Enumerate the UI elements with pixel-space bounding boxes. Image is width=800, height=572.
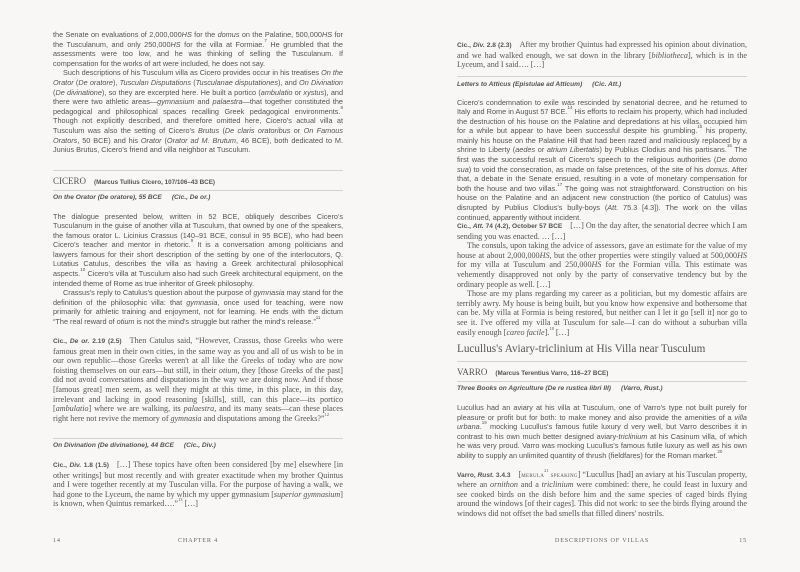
italic-text: ambulatio — [260, 87, 293, 97]
footnote-marker: 21 — [544, 467, 549, 473]
author-name: VARRO — [457, 367, 488, 377]
work-abbreviation: (Cic. Att.) — [592, 80, 622, 88]
italic-text: palaestra — [183, 404, 215, 414]
citation-label: Cic., Div. 2.8 (2.3) — [457, 42, 512, 49]
italic-text: aedes — [515, 145, 536, 155]
footnote-marker: 14 — [567, 105, 573, 111]
italic-text: HS — [170, 39, 181, 49]
work-heading — [457, 384, 747, 393]
italic-text: De divinatione — [55, 87, 102, 97]
commentary — [457, 403, 747, 461]
italic-text: De oratore — [78, 77, 113, 87]
footnote-marker: 13 — [177, 497, 183, 503]
work-title: On the Orator (De oratore), 55 BCE — [53, 194, 162, 201]
quotation — [53, 336, 343, 423]
commentary — [457, 98, 747, 223]
italic-text: De domo sua — [457, 155, 747, 174]
paragraph: The dialogue presented below, written in 52 BCE, obliquely describes Cicero's Tusculanum in the guise of another villa at Tusculum, that owned by one of the speakers, the famous orator L. Licinius Crassus (140–91 BCE, consul in 95 BCE), who had been Cicero's teacher and mentor in rhetoric.$^9$ It is a conversation among politicians and lawyers famous for their short description of the setting by one of the interlocutors, Q. Lutatius Catulus, describes the villa as having a Greek architectural philosophical aspects.$^{10}$ Cicero's villa at Tusculum also had such Greek architectural equipment, on the intended theme of Rome as true inheritor of Greek philosophy. — [53, 211, 343, 288]
italic-text: atrium Libertatis — [546, 145, 600, 155]
paragraph: Lucullus had an aviary at his villa at Tusculum, one of Varro's type not built purely for pleasure or profit but for both: to make money and also provide the amenities of a villa urbana.$^{19}$ mocking Lucullus's famous futile luxury d very well, but Varro describes it in contrast to his own much better designed aviary-triclinium at his Casinum villa, of which he was very proud. Varro was mocking Lucullus's famous futile luxury as well as his own ability to supply an unlimited quantity of thrush (fieldfares) for the Roman market.$^{20}$ — [457, 403, 747, 460]
italic-text: Rust. — [477, 471, 495, 479]
divider — [457, 381, 747, 382]
footnote-marker: 15 — [697, 124, 703, 130]
citation-label: Varro, Rust. 3.4.3 — [457, 471, 511, 479]
work-heading — [457, 80, 747, 89]
italic-text: Brutus — [198, 125, 220, 135]
italic-text: otium — [218, 365, 238, 375]
italic-text: Att. — [472, 223, 484, 230]
running-head-right: DESCRIPTIONS OF VILLAS — [554, 537, 650, 544]
divider — [457, 361, 747, 362]
work-title: On Divination (De divinatione), 44 BCE — [53, 442, 174, 449]
italic-text: domus — [217, 30, 240, 39]
footnote-marker: 18 — [549, 325, 554, 331]
footnote-marker: 20 — [717, 448, 723, 454]
footnote-marker: 12 — [324, 411, 330, 417]
italic-text: domus — [705, 164, 728, 174]
italic-text: otium — [116, 317, 135, 327]
author-dates: (Marcus Tullius Cicero, 107/106–43 BCE) — [94, 179, 215, 186]
paragraph: Cicero's condemnation to exile was rescinded by senatorial decree, and he returned to Italy and Rome in August 57 BCE.$^{14}$ His efforts to reclaim his property, which had included the destruction of his house on the Palatine and depredations at his villas, occupied him for a while but appear to have been successful despite his grumbling.$^{15}$ his property, mainly his house on the Palatine Hill that had been razed and maliciously replaced by a shrine to Liberty (aedes or atrium Libertatis) by Publius Clodius and his partisans.$^{16}$ The first was the successful result of Cicero's speech to the religious authorities (De domo sua) to void the consecration, as made on false pretences, of the site of his domus. After that, a debate in the Senate ensued, resulting in a vote of monetary compensation for both the house and two villas.$^{17}$ The going was not straightforward. Construction on his house on the Palatine and an adjacent new construction (the portico of Catulus) was disrupted by Publius Clodius's bully-boys (Att. 75.3 [4.3]). The work on the villas continued, apparently without incident. — [457, 97, 748, 222]
footnote-marker: 19 — [481, 420, 487, 426]
commentary — [53, 212, 343, 327]
running-head-left: CHAPTER 4 — [177, 537, 219, 544]
quotation — [457, 467, 747, 519]
italic-text: gymnasium — [157, 97, 195, 107]
italic-text: HS — [591, 260, 602, 270]
quotation-text: […] These topics have often been considered [by me] elsewhere [in other writings] but most recently and with greater exactitude when my brother Quintus and I were together recently at my Tusculan villa. For the purpose of having a walk, we had gone to the Lyceum, the name by which my upper gymnasium [superior gymnasium] is known, when Quintus remarked….”$^{13}$ […] — [53, 460, 343, 509]
quotation-paragraph: The consuls, upon taking the advice of assessors, gave an estimate for the value of my house at about 2,000,000HS, but the other properties were stingily valued at 500,000HS for my villa at Tusculum and 250,000HS for the Formian villa. This estimate was vehemently disapproved not only by the party of conservative tendency but by the ordinary people as well. […] — [457, 241, 748, 289]
italic-text: HS — [181, 30, 192, 39]
divider — [53, 438, 343, 439]
footnote-marker: 8 — [340, 104, 343, 110]
italic-text: palaestra — [212, 97, 243, 107]
italic-text: bibliotheca — [651, 50, 688, 60]
italic-text: villa urbana — [457, 412, 747, 432]
divider — [53, 190, 343, 191]
italic-text: Div. — [69, 462, 82, 469]
italic-text: Orator — [140, 135, 162, 145]
quotation-text: Then Catulus said, “However, Crassus, those Greeks who were famous great men in their own cities, in the same way as you and all of us wish to be in our own republic—those Greeks weren't at all like the Greeks of today who are now foisting themselves on our ears—but still, in their otium, they [those Greeks of the past] did not avoid conversations and disputations in the way we are doing now. And if those [famous great] men seem, as well they might at this time, in this place, in this day, irrelevant and lacking in good reasoning [skills], still, can this place—its portico [ambulatio] where we are walking, its palaestra, and its many seats—can these places right here not revive the memory of gymnasia and disputations among the Greeks?”$^{12}$ — [53, 336, 344, 423]
italic-text: ornithon — [490, 480, 518, 490]
quotation — [457, 221, 747, 337]
divider — [53, 170, 343, 171]
work-abbreviation: (Cic., De or.) — [171, 194, 211, 201]
italic-text: gymnasia — [170, 413, 202, 423]
work-abbreviation: (Varro, Rust.) — [621, 385, 663, 392]
citation-label: Cic., Div. 1.8 (1.5) — [53, 462, 109, 469]
italic-text: HS — [539, 250, 550, 260]
work-title: Letters to Atticus (Epistulae ad Atticum) — [457, 80, 583, 88]
footnote-marker: 16 — [726, 143, 732, 149]
italic-text: On Divination — [299, 77, 343, 87]
footnote-marker: 7 — [264, 37, 267, 43]
citation-label: Cic., De or. 2.19 (2.5) — [53, 338, 122, 345]
author-name: CICERO — [53, 176, 87, 186]
small-caps-text: merula — [521, 470, 545, 479]
quotation — [53, 460, 343, 509]
italic-text: Tusculanae disputationes — [195, 77, 279, 87]
paragraph: the Senate on evaluations of 2,000,000HS for the domus on the Palatine, 500,000HS for the Tusculanum, and only 250,000HS for the villa at Formiae.$^7$ He grumbled that the assessments were too low, and he was thinking of selling the Tusculanum. If compensation for the works of art were included, he does not say. — [53, 30, 343, 68]
footnote-marker: 10 — [80, 267, 86, 273]
page-number-left: 14 — [53, 537, 61, 544]
italic-text: Orator ad M. Brutum — [166, 135, 236, 145]
paragraph: Such descriptions of his Tusculum villa as Cicero provides occur in his treatises On the Orator (De oratore), Tusculan Disputations (Tusculanae disputationes), and On Divination (De divinatione), so they are excerpted here. He built a portico (ambulatio or xystus), and there were two athletic areas—gymnasium and palaestra—that together constituted the pedagogical and philosophical spaces recalling Greek pedagogical environments.$^8$ Though not explicitly described, and therefore omitted here, Cicero's actual villa at Tusculum was also the setting of Cicero's Brutus (De claris oratoribus or On Famous Orators, 50 BCE) and his Orator (Orator ad M. Brutum, 46 BCE), both dedicated to M. Junius Brutus, Cicero's friend and villa neighbor at Tusculum. — [53, 68, 344, 155]
quotation-paragraph: Those are my plans regarding my career as a politician, but my domestic affairs are terribly awry. My house is being built, but you know how expensive and bothersome that can be. My villa at Formia is being restored, but neither can I let it go [sell it] nor go to see it. I've offered my villa at Tusculum for sale—I can do without a suburban villa easily enough [careo facile].$^{18}$ […] — [457, 289, 747, 337]
italic-text: triclinium — [541, 480, 574, 490]
quotation-text: [merula$^{21}$ speaking] “Lucullus [had] an aviary at his Tusculan property, where an ornithon and a triclinium were combined: there, he could feast in luxury and see cooked birds on the dish before him and the same species of caged birds flying around the windows [of their cages]. This did not work: to see the birds flying around the windows did not offset the bad smells that filled diners' nostrils. — [457, 467, 747, 518]
work-title: Three Books on Agriculture (De re rustica libri III) — [457, 385, 612, 392]
italic-text: On the Orator — [53, 68, 343, 87]
paragraph: Crassus's reply to Catulus's question about the purpose of gymnasia may stand for the definition of the philosophic villa: that gymnasia, once used for teaching, were now primarily for athletic training and enjoyment, not for learning. He ends with the dictum “The real reward of otium is not the mind's struggle but rather the mind's release.”$^{11}$ — [53, 288, 344, 327]
italic-text: gymnasia — [186, 297, 218, 307]
italic-text: Tusculan Disputations — [119, 77, 192, 87]
footnote-marker: 9 — [190, 238, 194, 244]
quotation — [457, 40, 747, 70]
italic-text: careo facile — [506, 327, 545, 337]
intro-text — [53, 30, 343, 155]
divider — [457, 76, 747, 77]
footnote-marker: 11 — [315, 315, 321, 321]
italic-text: De claris oratoribus — [224, 125, 291, 135]
work-abbreviation: (Cic., Div.) — [183, 442, 216, 449]
italic-text: xystus — [303, 87, 325, 97]
italic-text: On Famous Orators — [53, 125, 344, 145]
author-heading — [457, 367, 747, 379]
footnote-marker: 17 — [557, 181, 563, 187]
author-heading — [53, 176, 343, 188]
author-dates: (Marcus Terentius Varro, 116–27 BCE) — [495, 370, 609, 377]
section-heading: Lucullus's Aviary-triclinium at His Villa near Tusculum — [457, 343, 706, 355]
work-heading — [53, 441, 343, 450]
italic-text: Div. — [473, 42, 485, 49]
italic-text: Att. — [607, 203, 619, 213]
quotation-text: […] On the day after, the senatorial decree which I am sending you was enacted. … […] — [457, 221, 747, 241]
small-caps-text: speaking — [550, 470, 578, 479]
italic-text: triclinium — [618, 431, 648, 441]
italic-text: De or. — [69, 338, 90, 345]
italic-text: ambulatio — [55, 404, 89, 414]
italic-text: HS — [737, 250, 747, 260]
italic-text: gymnasia — [253, 288, 285, 298]
italic-text: HS — [321, 30, 333, 39]
page-number-right: 15 — [739, 537, 747, 544]
work-heading — [53, 193, 343, 202]
citation-label: Cic., Att. 74 (4.2), October 57 BCE — [457, 223, 563, 230]
italic-text: superior gymnasium — [273, 489, 341, 499]
quotation-text: After my brother Quintus had expressed his opinion about divination, and we had walked enough, we sat down in the library [bibliotheca], which is in the Lyceum, and I said…. […] — [457, 40, 747, 70]
